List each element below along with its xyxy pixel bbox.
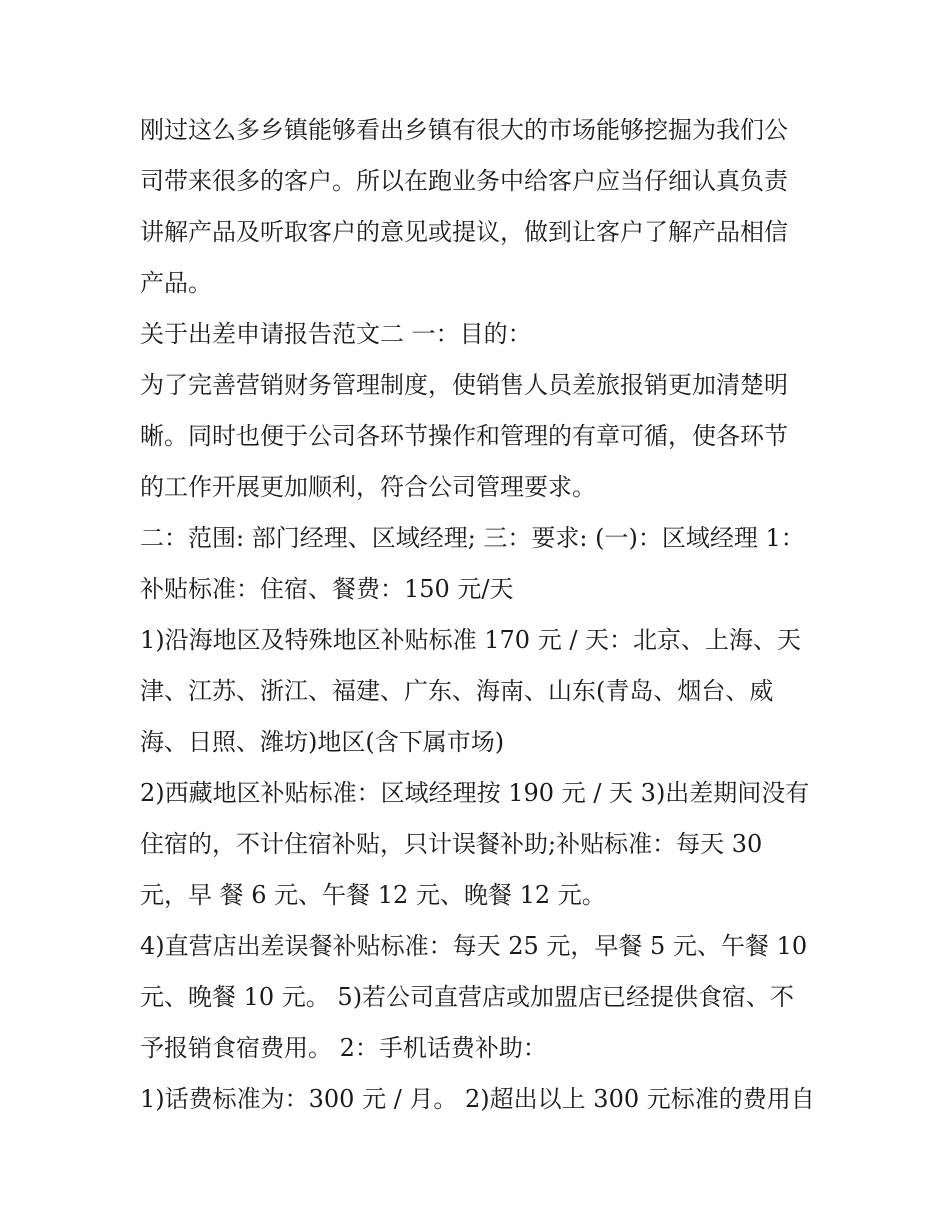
text-line: 补贴标准：住宿、餐费：150 元/天	[140, 575, 514, 603]
text-line: 海、日照、潍坊)地区(含下属市场)	[140, 728, 505, 756]
text-line: 晰。同时也便于公司各环节操作和管理的有章可循，使各环节	[140, 422, 788, 450]
text-line: 4)直营店出差误餐补贴标准：每天 25 元，早餐 5 元、午餐 10	[140, 932, 808, 960]
text-line: 1)沿海地区及特殊地区补贴标准 170 元 / 天：北京、上海、天	[140, 626, 802, 654]
text-line: 司带来很多的客户。所以在跑业务中给客户应当仔细认真负责	[140, 167, 788, 195]
text-line: 产品。	[140, 269, 212, 297]
text-line: 二：范围: 部门经理、区域经理; 三：要求: (一)：区域经理 1：	[140, 524, 805, 552]
text-line: 元、晚餐 10 元。 5)若公司直营店或加盟店已经提供食宿、不	[140, 983, 795, 1011]
text-line: 讲解产品及听取客户的意见或提议，做到让客户了解产品相信	[140, 218, 788, 246]
text-line: 予报销食宿费用。 2：手机话费补助：	[140, 1034, 547, 1062]
text-line: 的工作开展更加顺利，符合公司管理要求。	[140, 473, 596, 501]
text-line: 2)西藏地区补贴标准：区域经理按 190 元 / 天 3)出差期间没有	[140, 779, 810, 807]
section-heading: 关于出差申请报告范文二 一：目的：	[140, 320, 532, 348]
text-line: 住宿的，不计住宿补贴，只计误餐补助;补贴标准：每天 30	[140, 830, 763, 858]
text-line: 1)话费标准为：300 元 / 月。 2)超出以上 300 元标准的费用自	[140, 1085, 815, 1113]
text-line: 刚过这么多乡镇能够看出乡镇有很大的市场能够挖掘为我们公	[140, 116, 788, 144]
text-line: 津、江苏、浙江、福建、广东、海南、山东(青岛、烟台、威	[140, 677, 774, 705]
text-line: 为了完善营销财务管理制度，使销售人员差旅报销更加清楚明	[140, 371, 788, 399]
text-line: 元，早 餐 6 元、午餐 12 元、晚餐 12 元。	[140, 881, 606, 909]
